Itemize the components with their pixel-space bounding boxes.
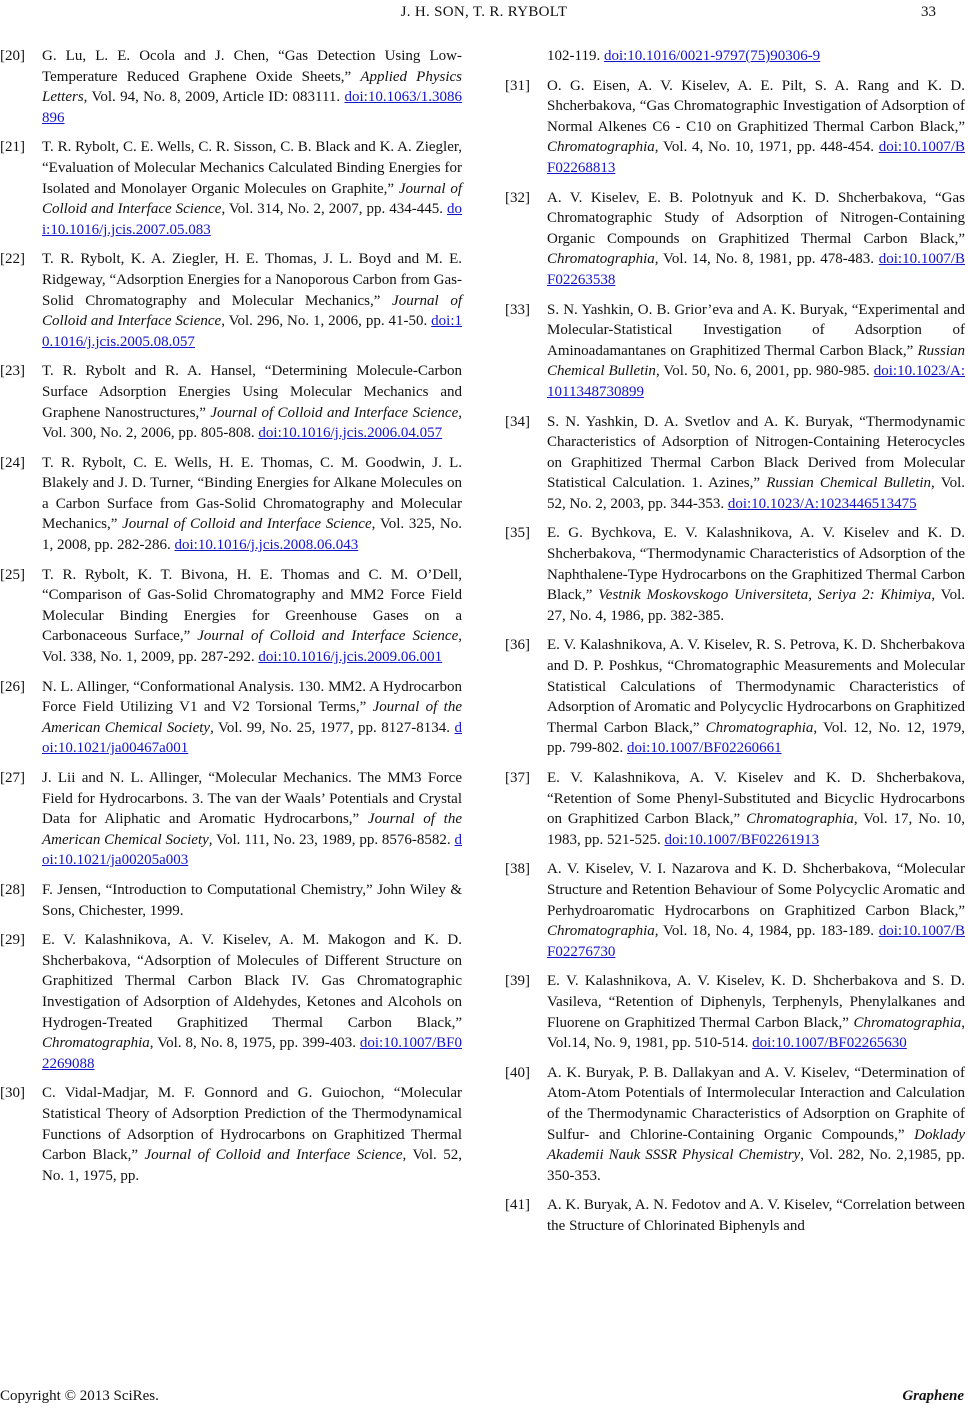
reference-journal: Vestnik Moskovskogo Universiteta, Seriya 2: Khimiya: [598, 587, 932, 604]
reference-text: F. Jensen, “Introduction to Computational Chemistry,” John Wiley & Sons, Chichester, 1999.: [42, 881, 462, 919]
reference-details: , Vol. 14, No. 8, 1981, pp. 478-483.: [654, 251, 879, 268]
reference-number: [30]: [0, 1085, 25, 1102]
doi-link[interactable]: doi:10.1021/ja00205a003: [42, 831, 462, 869]
doi-link[interactable]: doi:10.1007/BF02269088: [42, 1035, 462, 1072]
doi-link[interactable]: doi:10.1016/0021-9797(75)90306-9: [603, 48, 821, 64]
reference-number: [23]: [0, 363, 25, 380]
reference-item: [0, 677, 462, 759]
references-left-column: [0, 46, 462, 1195]
reference-item: [0, 930, 462, 1074]
reference-journal: Chromatographia: [547, 923, 655, 940]
reference-details: , Vol. 314, No. 2, 2007, pp. 434-445.: [221, 201, 448, 218]
doi-link[interactable]: doi:10.1007/BF02268813: [547, 139, 965, 176]
reference-journal: Journal of the American Chemical Society: [42, 811, 462, 848]
reference-text: A. K. Buryak, P. B. Dallakyan and A. V. Kiselev, “Determination of Atom-Atom Potentials of Intermolecular Interaction and Calculation of the Thermodynamic Characteristics of Adsorption on Graphite of Sulfur- and Chlorine-Containing Organic Compounds,”: [547, 1064, 965, 1143]
reference-text: J. Lii and N. L. Allinger, “Molecular Mechanics. The MM3 Force Field for Hydrocarbons. 3. The van der Waals’ Potentials and Crystal Data for Aliphatic and Aromatic Hydrocarbons,”: [42, 770, 462, 828]
reference-number: [41]: [505, 1197, 530, 1214]
reference-journal: Journal of Colloid and Interface Science: [122, 516, 372, 533]
reference-text: E. V. Kalashnikova, A. V. Kiselev, A. M. Makogon and K. D. Shcherbakova, “Adsorption of Molecules of Different Structure on Graphitized Thermal Carbon Black IV. Gas Chromatographic Investigation of Adsorption of Aldehydes, Ketones and Alcohols on Hydrogen-Treated Graphitized Thermal Carbon Black,”: [42, 932, 462, 1031]
reference-text: S. N. Yashkin, O. B. Grior’eva and A. K. Buryak, “Experimental and Molecular-Statistical Investigation of Adsorption of Aminoadamantanes on Graphitized Thermal Carbon Black,”: [547, 301, 965, 359]
reference-text: T. R. Rybolt, C. E. Wells, C. R. Sisson, C. B. Black and K. A. Ziegler, “Evaluation of Molecular Mechanics Calculated Binding Energies for Isolated and Monolayer Organic Molecules on Graphite,”: [42, 139, 462, 197]
reference-details: , Vol. 282, No. 2,1985, pp. 350-353.: [547, 1147, 965, 1184]
doi-link[interactable]: doi:10.1007/BF02260661: [627, 740, 782, 757]
doi-link[interactable]: doi:10.1007/BF02265630: [752, 1035, 907, 1052]
reference-details: , Vol. 296, No. 1, 2006, pp. 41-50.: [221, 313, 432, 330]
reference-item: [505, 188, 965, 291]
references-right-column: [505, 46, 965, 1245]
reference-journal: Journal of Colloid and Interface Science: [42, 292, 462, 330]
reference-details: , Vol. 52, No. 2, 2003, pp. 344-353.: [547, 475, 966, 512]
reference-item: [0, 453, 462, 556]
doi-link[interactable]: doi:10.1016/j.jcis.2009.06.001: [258, 649, 443, 666]
reference-number: [35]: [505, 525, 530, 542]
doi-link[interactable]: doi:10.1007/BF02261913: [664, 831, 820, 848]
reference-item: [505, 76, 965, 179]
reference-item: [505, 523, 965, 626]
reference-number: [26]: [0, 678, 25, 695]
doi-link[interactable]: doi:10.1063/1.3086896: [42, 89, 462, 126]
reference-item: [0, 565, 462, 668]
reference-number: [38]: [505, 861, 530, 878]
doi-link[interactable]: doi:10.1007/BF02263538: [547, 251, 965, 288]
reference-details: , Vol. 27, No. 4, 1986, pp. 382-385.: [547, 587, 965, 624]
reference-details: , Vol. 111, No. 23, 1989, pp. 8576-8582.: [208, 831, 455, 848]
reference-item: [505, 300, 965, 403]
doi-link[interactable]: doi:10.1021/ja00467a001: [42, 719, 462, 757]
reference-journal: Chromatographia: [853, 1014, 962, 1031]
reference-item: [0, 249, 462, 352]
reference-number: [39]: [505, 973, 530, 990]
reference-item: [0, 137, 462, 240]
reference-number: [24]: [0, 454, 25, 471]
reference-number: [40]: [505, 1064, 530, 1081]
reference-text: C. Vidal-Madjar, M. F. Gonnord and G. Guiochon, “Molecular Statistical Theory of Adsorption Prediction of the Thermodynamical Functions of Adsorption of Hydrocarbons on Graphitized Thermal Carbon Black,”: [42, 1085, 462, 1164]
reference-number: [25]: [0, 566, 25, 583]
reference-number: [29]: [0, 932, 25, 949]
reference-details: , Vol.14, No. 9, 1981, pp. 510-514.: [547, 1014, 965, 1052]
reference-text: O. G. Eisen, A. V. Kiselev, A. E. Pilt, S. A. Rang and K. D. Shcherbakova, “Gas Chromatographic Investigation of Adsorption of Normal Alkenes C6 - C10 on Graphitized Thermal Carbon Black,”: [547, 77, 965, 135]
running-head: [0, 4, 968, 24]
reference-number: [31]: [505, 77, 530, 94]
page-number: 33: [921, 4, 936, 20]
reference-number: [21]: [0, 139, 25, 156]
reference-number: [34]: [505, 413, 530, 430]
reference-text: E. V. Kalashnikova, A. V. Kiselev, R. S. Petrova, K. D. Shcherbakova and D. P. Poshkus, “Chromatographic Measurements and Molecular Statistical Calculations of Thermodynamic Characteristics of Adsorption of Aromatic and Polycyclic Hydrocarbons on Graphitized Thermal Carbon Black,”: [547, 637, 965, 736]
reference-details: , Vol. 12, No. 12, 1979, pp. 799-802.: [547, 719, 965, 757]
reference-journal: Chromatographia: [547, 139, 655, 156]
reference-number: [37]: [505, 770, 530, 786]
reference-text: A. K. Buryak, A. N. Fedotov and A. V. Kiselev, “Correlation between the Structure of Chlorinated Biphenyls and: [547, 1197, 965, 1234]
reference-item: [505, 412, 965, 515]
doi-link[interactable]: doi:10.1016/j.jcis.2005.08.057: [42, 313, 462, 350]
reference-text: A. V. Kiselev, E. B. Polotnyuk and K. D. Shcherbakova, “Gas Chromatographic Study of Adsorption of Nitrogen-Containing Organic Compounds on Graphitized Thermal Carbon Black,”: [547, 189, 965, 247]
reference-details: , Vol. 17, No. 10, 1983, pp. 521-525.: [547, 811, 965, 848]
doi-link[interactable]: doi:10.1007/BF02276730: [547, 923, 965, 960]
reference-text: E. G. Bychkova, E. V. Kalashnikova, A. V. Kiselev and K. D. Shcherbakova, “Thermodynamic Characteristics of Adsorption of the Naphthalene-Type Hydrocarbons on the Graphitized Thermal Carbon Black,”: [547, 525, 965, 604]
reference-text: G. Lu, L. E. Ocola and J. Chen, “Gas Detection Using Low-Temperature Reduced Graphene Oxide Sheets,”: [42, 48, 462, 85]
doi-link[interactable]: doi:10.1016/j.jcis.2006.04.057: [258, 425, 443, 442]
reference-item: [505, 46, 965, 67]
reference-details: , Vol. 300, No. 2, 2006, pp. 805-808.: [42, 404, 462, 442]
reference-number: [33]: [505, 301, 530, 318]
reference-item: [505, 768, 965, 850]
reference-text: S. N. Yashkin, D. A. Svetlov and A. K. Buryak, “Thermodynamic Characteristics of Adsorption of Nitrogen-Containing Heterocycles on Graphitized Thermal Carbon Black Derived from Molecular Statistical Calculation. 1. Azines,”: [547, 413, 965, 492]
reference-details: , Vol. 325, No. 1, 2008, pp. 282-286.: [42, 516, 462, 554]
reference-journal: Chromatographia: [705, 719, 814, 736]
page-footer: [0, 1388, 968, 1410]
reference-journal: Journal of Colloid and Interface Science: [144, 1147, 403, 1164]
reference-journal: Journal of Colloid and Interface Science: [197, 628, 459, 645]
reference-journal: Russian Chemical Bulletin: [547, 342, 965, 380]
doi-link[interactable]: doi:10.1023/A:1023446513475: [727, 495, 917, 512]
reference-item: [0, 768, 462, 871]
reference-text: T. R. Rybolt, K. A. Ziegler, H. E. Thomas, J. L. Boyd and M. E. Ridgeway, “Adsorption Energies for a Nanoporous Carbon from Gas-Solid Chromatography and Molecular Mechanics,”: [42, 251, 462, 309]
reference-number: [36]: [505, 637, 530, 654]
reference-item: [505, 1195, 965, 1236]
journal-name: Graphene: [902, 1388, 964, 1404]
reference-journal: Doklady Akademii Nauk SSSR Physical Chemistry: [547, 1126, 965, 1164]
reference-number: [32]: [505, 189, 530, 206]
copyright-notice: Copyright © 2013 SciRes.: [0, 1388, 159, 1404]
reference-text: T. R. Rybolt, C. E. Wells, H. E. Thomas, C. M. Goodwin, J. L. Blakely and J. D. Turner, “Binding Energies for Alkane Molecules on a Carbon Surface from Gas-Solid Chromatography and Molecular Mechanics,”: [42, 454, 462, 533]
reference-journal: Journal of the American Chemical Society: [42, 699, 462, 736]
reference-text: E. V. Kalashnikova, A. V. Kiselev, K. D. Shcherbakova and S. D. Vasileva, “Retention of Diphenyls, Terphenyls, Phenylalkanes and Fluorene on Graphitized Thermal Carbon Black,”: [547, 973, 965, 1031]
reference-number: [27]: [0, 770, 25, 786]
reference-item: [0, 880, 462, 921]
reference-journal: Applied Physics Letters: [42, 68, 462, 106]
reference-number: [20]: [0, 48, 25, 64]
reference-details: , Vol. 18, No. 4, 1984, pp. 183-189.: [654, 923, 879, 940]
reference-journal: Journal of Colloid and Interface Science: [42, 180, 462, 218]
reference-text: A. V. Kiselev, V. I. Nazarova and K. D. Shcherbakova, “Molecular Structure and Retention Behaviour of Some Polycyclic Aromatic and Perhydroaromatic Hydrocarbons on Graphitized Carbon Black,”: [547, 861, 965, 919]
reference-journal: Russian Chemical Bulletin: [766, 475, 932, 492]
reference-text: E. V. Kalashnikova, A. V. Kiselev and K. D. Shcherbakova, “Retention of Some Phenyl-Substituted and Bicyclic Hydrocarbons on Graphitized Carbon Black,”: [547, 770, 965, 828]
reference-details: , Vol. 99, No. 25, 1977, pp. 8127-8134.: [210, 719, 455, 736]
reference-item: [0, 46, 462, 128]
running-title: J. H. SON, T. R. RYBOLT: [400, 4, 568, 20]
reference-details: , Vol. 50, No. 6, 2001, pp. 980-985.: [655, 363, 874, 380]
reference-details: , Vol. 338, No. 1, 2009, pp. 287-292.: [42, 628, 462, 666]
reference-number: [22]: [0, 251, 25, 268]
reference-text: T. R. Rybolt, K. T. Bivona, H. E. Thomas and C. M. O’Dell, “Comparison of Gas-Solid Chromatography and MM2 Force Field Molecular Binding Energies for Greenhouse Gases on a Carbonaceous Surface,”: [42, 566, 462, 645]
reference-text: T. R. Rybolt and R. A. Hansel, “Determining Molecule-Carbon Surface Adsorption Energies Using Molecular Mechanics and Graphene Nanostructures,”: [42, 363, 462, 421]
reference-item: [505, 1063, 965, 1187]
reference-details: , Vol. 94, No. 8, 2009, Article ID: 083111.: [83, 89, 345, 106]
reference-details: , Vol. 52, No. 1, 1975, pp.: [42, 1147, 462, 1184]
reference-text: 102-119.: [547, 48, 604, 64]
reference-item: [505, 859, 965, 962]
doi-link[interactable]: doi:10.1016/j.jcis.2008.06.043: [174, 537, 359, 554]
reference-item: [0, 1083, 462, 1186]
reference-text: N. L. Allinger, “Conformational Analysis. 130. MM2. A Hydrocarbon Force Field Utilizing V1 and V2 Torsional Terms,”: [42, 678, 462, 716]
doi-link[interactable]: doi:10.1023/A:1011348730899: [547, 363, 965, 400]
reference-item: [0, 361, 462, 443]
reference-number: [28]: [0, 881, 25, 898]
reference-journal: Chromatographia: [746, 811, 854, 828]
reference-journal: Journal of Colloid and Interface Science: [210, 404, 459, 421]
reference-details: , Vol. 4, No. 10, 1971, pp. 448-454.: [654, 139, 879, 156]
doi-link[interactable]: doi:10.1016/j.jcis.2007.05.083: [42, 201, 463, 238]
reference-details: , Vol. 8, No. 8, 1975, pp. 399-403.: [149, 1035, 360, 1052]
reference-item: [505, 971, 965, 1053]
reference-item: [505, 635, 965, 759]
reference-journal: Chromatographia: [547, 251, 655, 268]
reference-journal: Chromatographia: [42, 1035, 150, 1052]
